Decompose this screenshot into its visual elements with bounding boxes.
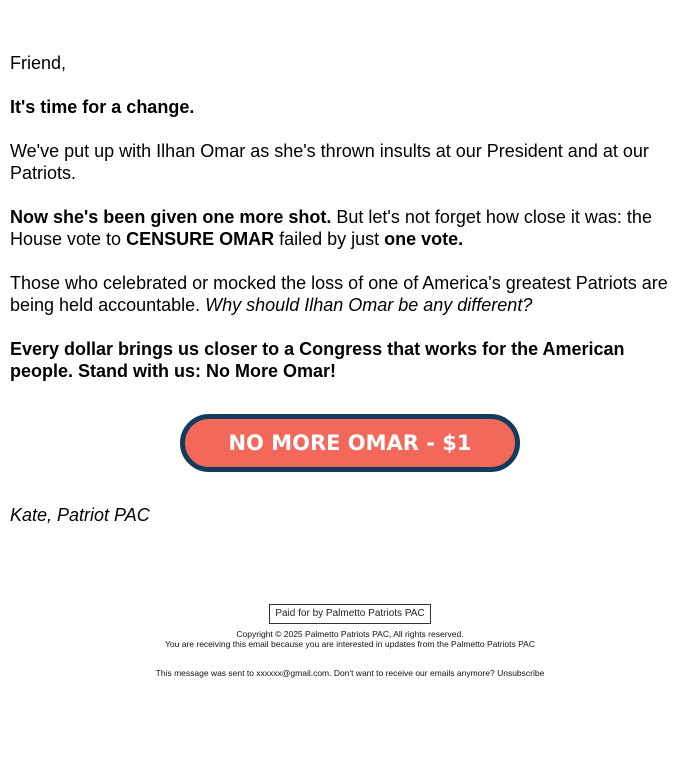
paid-for-disclaimer: Paid for by Palmetto Patriots PAC: [269, 604, 430, 624]
one-vote-emphasis: one vote.: [384, 229, 464, 249]
censure-text-2: failed by just: [274, 229, 385, 249]
paragraph-censure: [10, 206, 680, 250]
donate-button[interactable]: NO MORE OMAR - $1: [180, 414, 520, 472]
greeting: Friend,: [10, 53, 67, 73]
paragraph-call-to-action: Every dollar brings us closer to a Congress that works for the American people. Stand with us: No More Omar!: [10, 339, 625, 381]
unsubscribe-link[interactable]: Unsubscribe: [497, 668, 545, 678]
headline: It's time for a change.: [10, 97, 195, 117]
censure-omar-emphasis: CENSURE OMAR: [126, 229, 275, 249]
accountable-text: Those who celebrated or mocked the loss of one of America's greatest Patriots are being held accountable.: [10, 273, 668, 315]
signoff: Kate, Patriot PAC: [10, 505, 150, 525]
censure-lead: Now she's been given one more shot.: [10, 207, 332, 227]
sent-to-line: [0, 668, 700, 678]
paragraph-accountable: [10, 272, 680, 316]
cta-container: [0, 414, 700, 472]
email-body: [10, 52, 680, 404]
accountable-question: Why should Ilhan Omar be any different?: [205, 295, 533, 315]
copyright-text: Copyright © 2025 Palmetto Patriots PAC, All rights reserved.: [236, 629, 464, 639]
censure-text-1: But let's not forget how close it was: the House vote to: [10, 207, 652, 249]
sent-to-text: This message was sent to xxxxxx@gmail.com. Don't want to receive our emails anymore?: [155, 668, 498, 678]
footer: [0, 603, 700, 678]
subscription-reason: You are receiving this email because you are interested in updates from the Palmetto Patriots PAC: [165, 639, 535, 649]
paragraph-insults: We've put up with Ilhan Omar as she's thrown insults at our President and at our Patriots.: [10, 141, 649, 183]
